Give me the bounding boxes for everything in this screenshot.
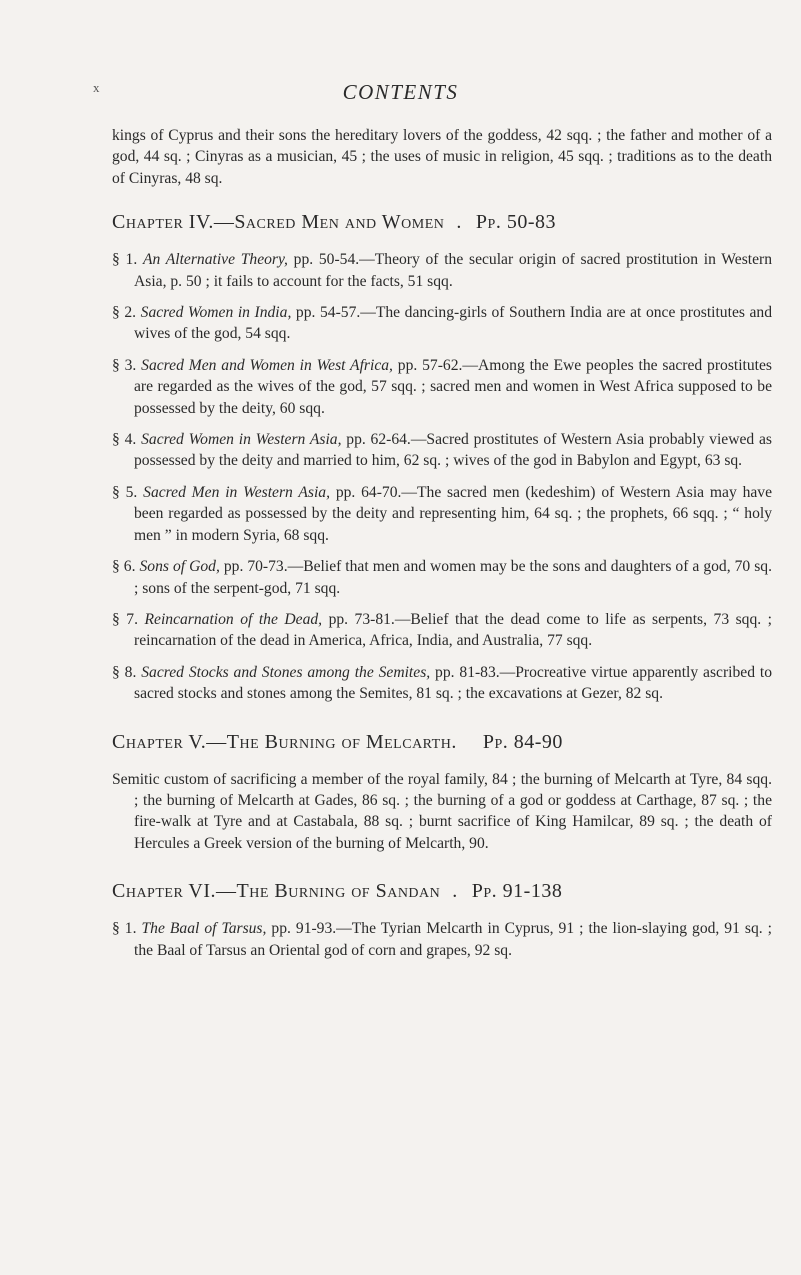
chapter-heading: Chapter VI.—The Burning of Sandan . Pp. 91-138	[112, 880, 563, 903]
chapter-heading: Chapter IV.—Sacred Men and Women . Pp. 50-83	[112, 211, 556, 234]
page-corner-mark: x	[93, 80, 100, 95]
chapter-heading: Chapter V.—The Burning of Melcarth. Pp. 84-90	[112, 730, 563, 753]
chapter-summary: Semitic custom of sacrificing a member of the royal family, 84 ; the burning of Melcarth at Tyre, 84 sqq. ; the burning of Melcarth at Gades, 86 sq. ; the burning of a god or goddess at Carthage, 87 sq. ; the fire-walk at Tyre and at Castabala, 88 sq. ; burnt sacrifice of King Hamilcar, 89 sq. ; the death of Hercules a Greek version of the burning of Melcarth, 90.	[112, 770, 772, 852]
section-entry: § 1. The Baal of Tarsus, pp. 91-93.—The Tyrian Melcarth in Cyprus, 91 ; the lion-slaying god, 91 sq. ; the Baal of Tarsus an Oriental god of corn and grapes, 92 sq.	[112, 920, 772, 959]
intro-paragraph: kings of Cyprus and their sons the hereditary lovers of the goddess, 42 sqq. ; the father and mother of a god, 44 sq. ; Cinyras as a musician, 45 ; the uses of music in religion, 45 sqq. ; traditions as to the death of Cinyras, 48 sq.	[112, 127, 772, 187]
section-entry: § 4. Sacred Women in Western Asia, pp. 62-64.—Sacred prostitutes of Western Asia probably viewed as possessed by the deity and married to him, 62 sq. ; wives of the god in Babylon and Egypt, 63 sq.	[112, 431, 772, 470]
section-entry: § 5. Sacred Men in Western Asia, pp. 64-70.—The sacred men (kedeshim) of Western Asia may have been regarded as possessed by the deity and representing him, 64 sq. ; the prophets, 66 sqq. ; “ holy men ” in modern Syria, 68 sqq.	[112, 483, 773, 544]
section-entry: § 8. Sacred Stocks and Stones among the Semites, pp. 81-83.—Procreative virtue apparently ascribed to sacred stocks and stones among the Semites, 81 sq. ; the excavations at Gezer, 82 sq.	[112, 663, 773, 703]
running-head: CONTENTS	[342, 80, 459, 104]
section-entry: § 6. Sons of God, pp. 70-73.—Belief that men and women may be the sons and daughters of a god, 70 sq. ; sons of the serpent-god, 71 sqq.	[112, 558, 772, 597]
section-entry: § 7. Reincarnation of the Dead, pp. 73-81.—Belief that the dead come to life as serpents, 73 sqq. ; reincarnation of the dead in America, Africa, India, and Australia, 77 sqq.	[112, 610, 772, 650]
section-entry: § 2. Sacred Women in India, pp. 54-57.—The dancing-girls of Southern India are at once prostitutes and wives of the god, 54 sqq.	[112, 304, 773, 343]
section-entry: § 3. Sacred Men and Women in West Africa, pp. 57-62.—Among the Ewe peoples the sacred prostitutes are regarded as the wives of the god, 57 sqq. ; sacred men and women in West Africa supposed to be possessed by the deity, 60 sqq.	[112, 356, 773, 417]
section-entry: § 1. An Alternative Theory, pp. 50-54.—Theory of the secular origin of sacred prostitution in Western Asia, p. 50 ; it fails to account for the facts, 51 sqq.	[112, 251, 773, 290]
contents-body	[112, 125, 772, 971]
